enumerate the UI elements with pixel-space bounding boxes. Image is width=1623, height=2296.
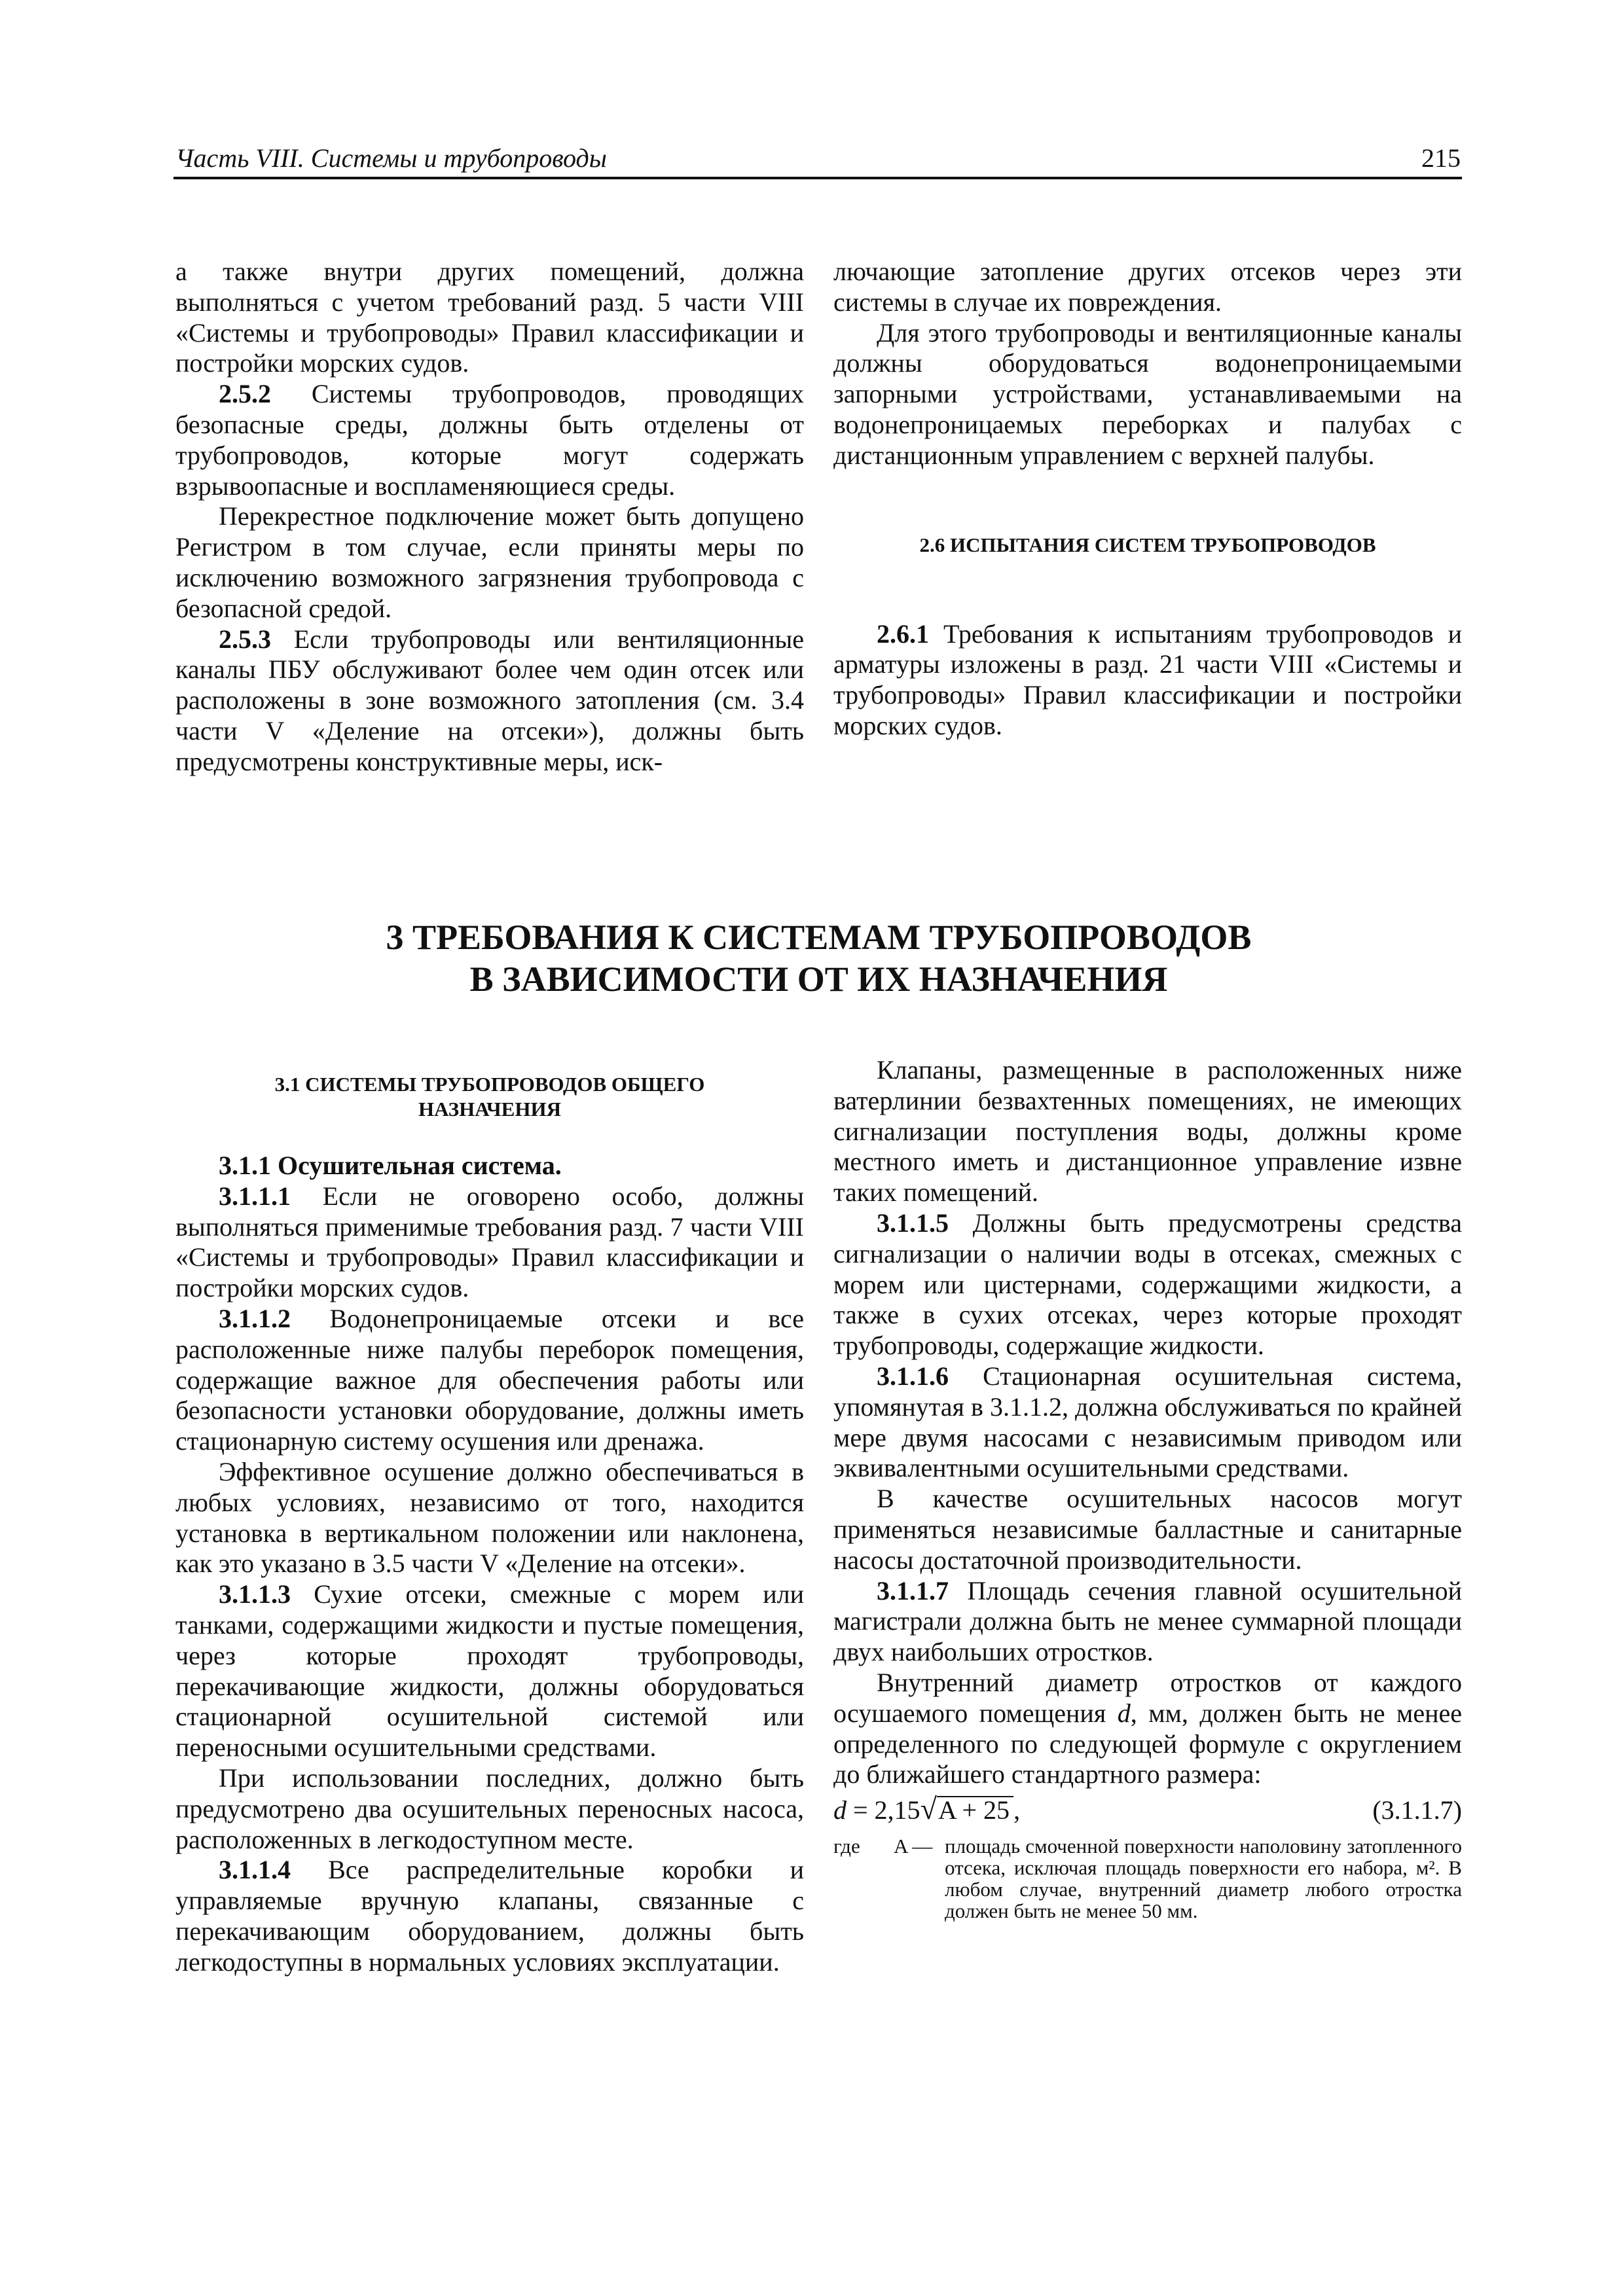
paragraph — [833, 619, 1462, 742]
paragraph: а также внутри других помещений, должна выполняться с учетом требований разд. 5 части VIII «Системы и трубопроводы» Правил классификации и постройки морских судов. — [175, 257, 804, 378]
paragraph-text: Если не оговорено особо, должны выполняться применимые требования разд. 7 части VIII «Системы и трубопроводы» Правил классификации и постройки морских судов. — [175, 1181, 805, 1303]
chapter-title — [175, 916, 1462, 1000]
section-heading — [175, 1072, 804, 1122]
section-heading-line: НАЗНАЧЕНИЯ — [418, 1098, 561, 1121]
paragraph-text: Если трубопроводы или вентиляционные каналы ПБУ обслуживают более чем один отсек или расположены в зоне возможного затопления (см. 3.4 части V «Деление на отсеки»), должны быть предусмотрены конструктивные меры, иск- — [175, 624, 804, 776]
variable: d — [1117, 1698, 1131, 1728]
legend-text: площадь смоченной поверхности наполовину затопленного отсека, исключая площадь поверхности его набора, м². В любом случае, внутренний диаметр любого отростка должен быть не менее 50 мм. — [945, 1834, 1462, 1922]
paragraph-text: Площадь сечения главной осушительной магистрали должна быть не менее суммарной площади двух наибольших отростков. — [833, 1575, 1463, 1667]
paragraph: Эффективное осушение должно обеспечиваться в любых условиях, независимо от того, находится установка в вертикальном положении или наклонена, как это указано в 3.5 части V «Деление на отсеки». — [175, 1456, 804, 1579]
paragraph: Клапаны, размещенные в расположенных ниже ватерлинии безвахтенных помещениях, не имеющих сигнализации поступления воды, должны кроме местного иметь и дистанционное управление извне таких помещений. — [833, 1055, 1462, 1208]
paragraph: Перекрестное подключение может быть допущено Регистром в том случае, если приняты меры по исключению возможного загрязнения трубопровода с безопасной средой. — [175, 501, 804, 623]
column-lower-right — [833, 1055, 1462, 1922]
paragraph — [175, 624, 804, 778]
column-upper-left — [175, 257, 804, 778]
paragraph-text: Все распределительные коробки и управляемые вручную клапаны, связанные с перекачивающим оборудованием, должны быть легкодоступны в нормальных условиях эксплуатации. — [175, 1855, 804, 1977]
paragraph-text: , мм, должен быть не менее определенного по следующей формуле с округлением до ближайшего стандартного размера: — [833, 1698, 1462, 1789]
paragraph — [175, 1579, 804, 1763]
running-header-title: Часть VIII. Системы и трубопроводы — [175, 143, 607, 173]
section-heading: 2.6 ИСПЫТАНИЯ СИСТЕМ ТРУБОПРОВОДОВ — [919, 533, 1376, 556]
paragraph: Для этого трубопроводы и вентиляционные каналы должны оборудоваться водонепроницаемыми запорными устройствами, устанавливаемыми на водонепроницаемых переборках и палубах с дистанционным управлением с верхней палубы. — [833, 317, 1462, 470]
clause-number: 3.1.1.3 — [219, 1579, 291, 1609]
chapter-title-line: 3 ТРЕБОВАНИЯ К СИСТЕМАМ ТРУБОПРОВОДОВ — [386, 918, 1252, 957]
paragraph — [833, 1208, 1462, 1361]
clause-number: 3.1.1.1 — [219, 1181, 291, 1211]
paragraph — [833, 1361, 1462, 1484]
formula-radicand: A + 25 — [937, 1796, 1013, 1823]
paragraph — [175, 1181, 804, 1304]
formula-variable: d — [833, 1795, 847, 1825]
chapter-title-line: В ЗАВИСИМОСТИ ОТ ИХ НАЗНАЧЕНИЯ — [469, 960, 1168, 999]
clause-number: 2.6.1 — [877, 619, 929, 649]
section-heading-line: 3.1 СИСТЕМЫ ТРУБОПРОВОДОВ ОБЩЕГО — [274, 1073, 705, 1096]
paragraph-text: Стационарная осушительная система, упомянутая в 3.1.1.2, должна обслуживаться по крайней мере двумя насосами с независимым приводом или эквивалентными осушительными средствами. — [833, 1361, 1462, 1483]
formula-number: (3.1.1.7) — [1372, 1795, 1462, 1825]
paragraph-text: Системы трубопроводов, проводящих безопасные среды, должны быть отделены от трубопроводов, которые могут содержать взрывоопасные и воспламеняющиеся среды. — [175, 379, 804, 501]
paragraph — [175, 1855, 804, 1977]
formula-coefficient: = 2,15 — [847, 1795, 921, 1825]
clause-number: 2.5.2 — [219, 379, 271, 409]
legend-variable: A — — [894, 1834, 933, 1857]
page-number: 215 — [1421, 143, 1461, 173]
clause-number: 3.1.1.5 — [877, 1208, 949, 1238]
legend-label: где — [833, 1834, 860, 1857]
paragraph: В качестве осушительных насосов могут применяться независимые балластные и санитарные насосы достаточной производительности. — [833, 1484, 1462, 1575]
paragraph-text: Должны быть предусмотрены средства сигнализации о наличии воды в отсеках, смежных с морем или цистернами, содержащими жидкости, а также в сухих отсеках, через которые проходят трубопроводы, содержащие жидкости. — [833, 1208, 1463, 1361]
paragraph: При использовании последних, должно быть предусмотрено два осушительных переносных насоса, расположенных в легкодоступном месте. — [175, 1763, 804, 1854]
paragraph-text: Внутренний диаметр отростков от каждого осушаемого помещения — [833, 1667, 1462, 1728]
clause-number: 3.1.1.4 — [219, 1855, 291, 1885]
subsection-title — [175, 1151, 804, 1181]
formula-expression — [833, 1794, 1020, 1826]
column-lower-left — [175, 1055, 804, 1978]
clause-number: 3.1.1.2 — [219, 1303, 291, 1333]
header-rule — [173, 177, 1462, 179]
paragraph-text: Сухие отсеки, смежные с морем или танками, содержащими жидкости и пустые помещения, через которые проходят трубопроводы, перекачивающие жидкости, должны оборудоваться стационарной осушительной системой или переносными осушительными средствами. — [175, 1579, 804, 1763]
paragraph-text: Водонепроницаемые отсеки и все расположенные ниже палубы переборок помещения, содержащие важное для обеспечения работы или безопасности установки оборудование, должны иметь стационарную систему осушения или дренажа. — [175, 1303, 804, 1456]
paragraph — [175, 379, 804, 501]
radical-sign: √ — [920, 1792, 937, 1826]
clause-number: 2.5.3 — [219, 624, 271, 654]
paragraph: лючающие затопление других отсеков через эти системы в случае их повреждения. — [833, 257, 1462, 317]
clause-number: 3.1.1.6 — [877, 1361, 949, 1391]
formula — [833, 1794, 1462, 1826]
paragraph-text: Требования к испытаниям трубопроводов и арматуры изложены в разд. 21 части VIII «Системы и трубопроводы» Правил классификации и постройки морских судов. — [833, 619, 1462, 740]
paragraph — [175, 1304, 804, 1457]
formula-comma: , — [1013, 1795, 1021, 1825]
formula-legend — [833, 1835, 1462, 1922]
paragraph — [833, 1576, 1462, 1668]
subsection-title-text: 3.1.1 Осушительная система. — [219, 1151, 562, 1180]
paragraph — [833, 1668, 1462, 1790]
clause-number: 3.1.1.7 — [877, 1575, 949, 1605]
column-upper-right — [833, 257, 1462, 742]
